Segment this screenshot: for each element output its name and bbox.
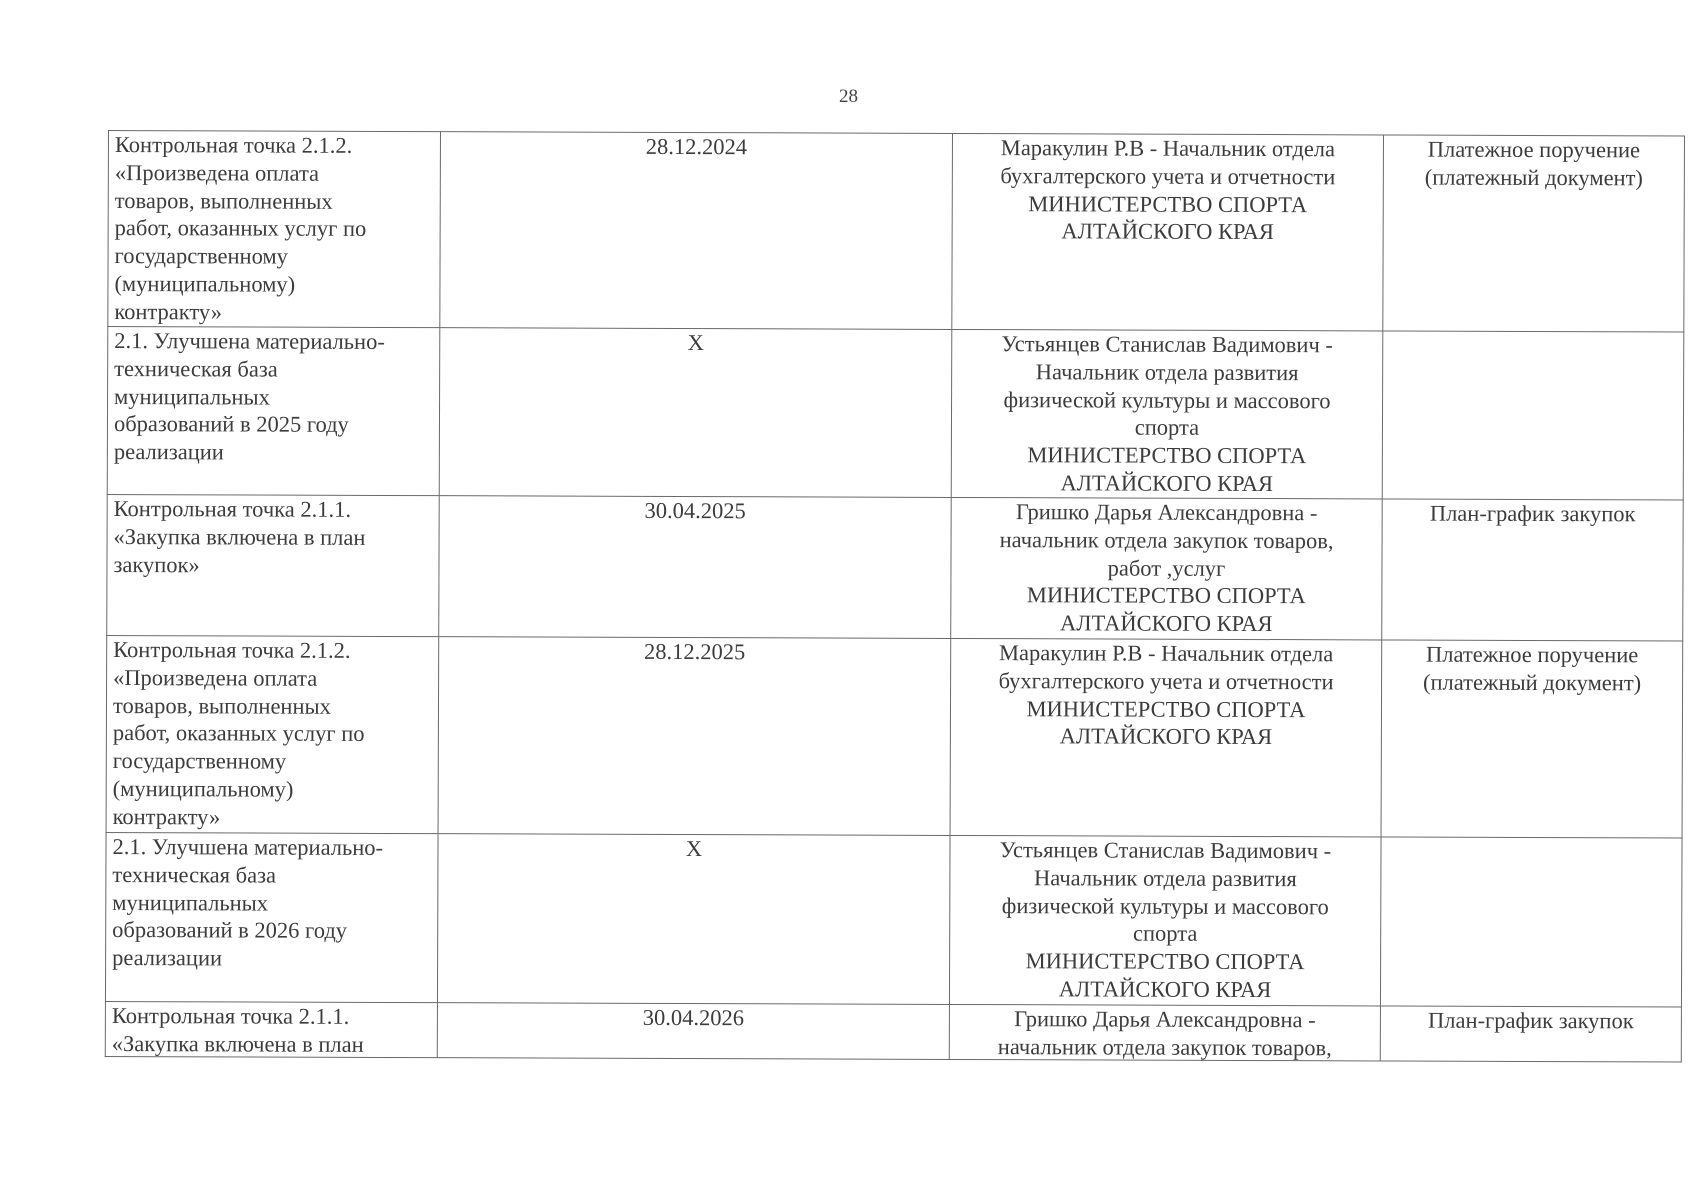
document-type-cell (1382, 331, 1684, 500)
task-name-cell-line: государственному (114, 243, 288, 269)
document-type-cell (1381, 640, 1683, 838)
responsible-cell-line: Маракулин Р.В - Начальник отдела (999, 640, 1334, 667)
responsible-cell-line: МИНИСТЕРСТВО СПОРТА (1026, 695, 1306, 722)
deadline-cell-value: 28.12.2024 (645, 133, 748, 160)
task-name-cell (106, 635, 439, 833)
responsible-cell-line: бухгалтерского учета и отчетности (998, 667, 1334, 695)
deadline-cell-value: X (687, 330, 704, 356)
task-name-cell-line: образований в 2026 году (112, 917, 348, 944)
responsible-cell (949, 1004, 1380, 1061)
task-name-cell (105, 1001, 437, 1057)
responsible-cell-line: МИНИСТЕРСТВО СПОРТА (1027, 442, 1307, 469)
task-name-cell-line: (муниципальному) (112, 776, 294, 802)
task-name-cell-line: Контрольная точка 2.1.2. (113, 637, 351, 663)
table-row (105, 832, 1682, 1007)
control-points-table (105, 130, 1685, 1062)
task-name-cell-line: образований в 2025 году (113, 411, 349, 438)
responsible-cell-line: Устьянцев Станислав Вадимович - (999, 837, 1332, 864)
task-name-cell-line: товаров, выполненных (112, 692, 331, 719)
responsible-cell-line: бухгалтерского учета и отчетности (1000, 162, 1336, 190)
responsible-cell-line: начальник отдела закупок товаров, (997, 1033, 1332, 1061)
responsible-cell-line: физической культуры и массового (1003, 386, 1331, 413)
task-name-cell-line: Контрольная точка 2.1.1. (111, 1003, 350, 1029)
task-name-cell (108, 131, 441, 328)
responsible-cell-line: АЛТАЙСКОГО КРАЯ (1061, 218, 1274, 245)
responsible-cell-line: МИНИСТЕРСТВО СПОРТА (1026, 582, 1306, 609)
responsible-cell-line: Гришко Дарья Александровна - (1015, 499, 1318, 526)
deadline-cell-value: 30.04.2026 (642, 1004, 745, 1031)
document-type-cell-line: План-график закупок (1429, 500, 1636, 527)
task-name-cell-line: закупок» (113, 551, 200, 577)
task-name-cell-line: работ, оказанных услуг по (112, 720, 365, 747)
responsible-cell-line: АЛТАЙСКОГО КРАЯ (1059, 723, 1273, 750)
task-name-cell-line: муниципальных (112, 889, 269, 916)
task-name-cell-line: (муниципальному) (114, 271, 296, 297)
responsible-cell (951, 329, 1383, 499)
task-name-cell-line: контракту» (112, 803, 221, 830)
document-type-cell-line: Платежное поручение (1425, 641, 1639, 668)
responsible-cell-line: спорта (1132, 920, 1198, 947)
document-type-cell-line: Платежное поручение (1427, 136, 1641, 163)
task-name-cell-line: контракту» (114, 298, 223, 325)
task-name-cell-line: техническая база (112, 861, 277, 888)
responsible-cell-line: физической культуры и массового (1001, 892, 1329, 919)
task-name-cell-line: 2.1. Улучшена материально- (112, 834, 384, 860)
responsible-cell (949, 835, 1381, 1006)
responsible-cell (950, 638, 1382, 837)
responsible-cell-line: Гришко Дарья Александровна - (1014, 1006, 1316, 1033)
responsible-cell-line: МИНИСТЕРСТВО СПОРТА (1028, 190, 1308, 217)
responsible-cell-line: начальник отдела закупок товаров, (999, 526, 1334, 554)
responsible-cell-line: АЛТАЙСКОГО КРАЯ (1058, 976, 1272, 1003)
responsible-cell-line: Начальник отдела развития (1035, 359, 1299, 385)
page-number: 28 (839, 86, 858, 107)
document-type-cell (1382, 499, 1683, 641)
task-name-cell-line: государственному (112, 748, 287, 774)
responsible-cell-line: Начальник отдела развития (1033, 865, 1297, 891)
table-row (106, 635, 1683, 838)
responsible-cell-line: АЛТАЙСКОГО КРАЯ (1060, 470, 1274, 497)
responsible-cell (952, 133, 1384, 331)
responsible-cell-line: Устьянцев Станислав Вадимович - (1001, 331, 1333, 358)
document-type-cell-line: План-график закупок (1428, 1007, 1634, 1034)
task-name-cell-line: «Произведена оплата (114, 159, 320, 186)
document-type-cell-line: (платежный документ) (1424, 164, 1643, 191)
task-name-cell (105, 832, 438, 1002)
deadline-cell (439, 328, 952, 498)
table-row (107, 494, 1683, 641)
document-type-cell (1380, 1006, 1681, 1062)
deadline-cell-value: 30.04.2025 (644, 497, 746, 524)
task-name-cell-line: работ, оказанных услуг по (114, 215, 367, 242)
document-type-cell-line: (платежный документ) (1422, 669, 1642, 696)
document-type-cell (1383, 135, 1685, 332)
task-name-cell (107, 494, 439, 636)
task-name-cell-line: Контрольная точка 2.1.1. (113, 496, 352, 522)
responsible-cell (951, 497, 1382, 640)
task-name-cell-line: техническая база (114, 355, 278, 382)
deadline-cell-value: X (685, 836, 703, 862)
responsible-cell-line: МИНИСТЕРСТВО СПОРТА (1025, 948, 1305, 975)
task-name-cell-line: «Закупка включена в план (113, 523, 366, 550)
task-name-cell-line: муниципальных (114, 383, 270, 410)
deadline-cell (437, 1003, 949, 1060)
document-type-cell (1380, 837, 1682, 1007)
table-row (105, 1001, 1681, 1062)
deadline-cell-value: 28.12.2025 (644, 638, 746, 665)
responsible-cell-line: работ ,услуг (1107, 555, 1226, 581)
task-name-cell-line: Контрольная точка 2.1.2. (114, 132, 353, 158)
table-row (108, 131, 1685, 333)
task-name-cell (107, 327, 440, 496)
task-name-cell-line: «Закупка включена в план (111, 1030, 364, 1057)
deadline-cell (440, 132, 953, 330)
task-name-cell-line: «Произведена оплата (113, 664, 318, 691)
task-name-cell-line: товаров, выполненных (114, 187, 333, 214)
responsible-cell-line: АЛТАЙСКОГО КРАЯ (1059, 610, 1273, 637)
deadline-cell (439, 496, 951, 639)
deadline-cell (438, 637, 951, 836)
responsible-cell-line: спорта (1134, 414, 1200, 441)
task-name-cell-line: реализации (113, 439, 224, 465)
deadline-cell (437, 834, 950, 1005)
responsible-cell-line: Маракулин Р.В - Начальник отдела (1000, 135, 1336, 162)
task-name-cell-line: реализации (112, 945, 223, 971)
table-row (107, 327, 1684, 501)
task-name-cell-line: 2.1. Улучшена материально- (114, 328, 385, 354)
